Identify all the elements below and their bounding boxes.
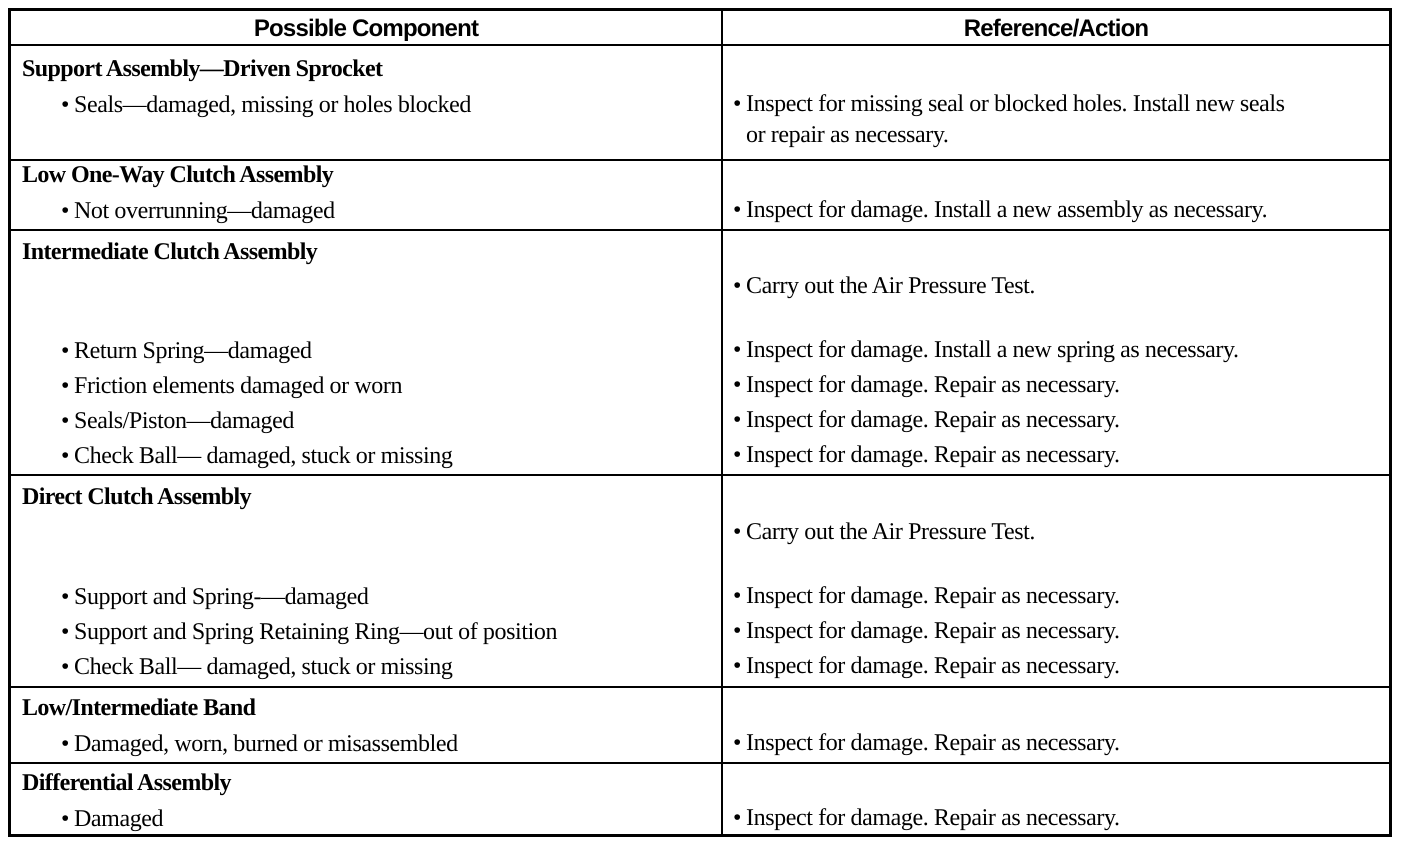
action-item: • Inspect for damage. Install a new spring as necessary.	[733, 337, 1239, 363]
row-divider	[11, 474, 1389, 476]
row-divider	[11, 686, 1389, 688]
action-item: • Inspect for missing seal or blocked holes. Install new seals or repair as necessary.	[733, 91, 1285, 148]
action-item: • Carry out the Air Pressure Test.	[733, 273, 1036, 299]
action-item: • Inspect for damage. Repair as necessary.	[733, 653, 1120, 679]
component-item: • Return Spring—damaged	[61, 338, 312, 364]
group-title-differential-assembly: Differential Assembly	[22, 770, 231, 796]
action-item: • Inspect for damage. Repair as necessary.	[733, 372, 1120, 398]
component-item: • Seals/Piston—damaged	[61, 408, 294, 434]
group-title-direct-clutch: Direct Clutch Assembly	[22, 484, 252, 510]
component-item: • Damaged	[61, 806, 164, 832]
group-title-support-assembly: Support Assembly—Driven Sprocket	[22, 56, 383, 82]
header-reference-action: Reference/Action	[963, 15, 1149, 42]
component-item: • Support and Spring Retaining Ring—out of position	[61, 619, 558, 645]
action-item: • Carry out the Air Pressure Test.	[733, 519, 1036, 545]
group-title-low-intermediate-band: Low/Intermediate Band	[22, 695, 256, 721]
header-divider	[11, 44, 1389, 46]
diagnosis-table	[8, 8, 1392, 837]
group-title-low-one-way-clutch: Low One-Way Clutch Assembly	[22, 162, 334, 188]
action-item: • Inspect for damage. Repair as necessary.	[733, 442, 1120, 468]
component-item: • Check Ball— damaged, stuck or missing	[61, 443, 453, 469]
row-divider	[11, 159, 1389, 161]
column-divider	[721, 11, 723, 834]
action-item: • Inspect for damage. Repair as necessary.	[733, 407, 1120, 433]
header-possible-component: Possible Component	[253, 15, 479, 42]
component-item: • Not overrunning—damaged	[61, 198, 335, 224]
component-item: • Support and Spring-—damaged	[61, 584, 369, 610]
component-item: • Friction elements damaged or worn	[61, 373, 403, 399]
action-item: • Inspect for damage. Repair as necessary.	[733, 805, 1120, 831]
action-item: • Inspect for damage. Repair as necessary.	[733, 730, 1120, 756]
component-item: • Damaged, worn, burned or misassembled	[61, 731, 458, 757]
component-item: • Seals—damaged, missing or holes blocked	[61, 92, 471, 118]
group-title-intermediate-clutch: Intermediate Clutch Assembly	[22, 239, 318, 265]
component-item: • Check Ball— damaged, stuck or missing	[61, 654, 453, 680]
row-divider	[11, 229, 1389, 231]
row-divider	[11, 762, 1389, 764]
action-item: • Inspect for damage. Repair as necessary.	[733, 618, 1120, 644]
action-item: • Inspect for damage. Repair as necessary.	[733, 583, 1120, 609]
action-item: • Inspect for damage. Install a new assembly as necessary.	[733, 197, 1268, 223]
